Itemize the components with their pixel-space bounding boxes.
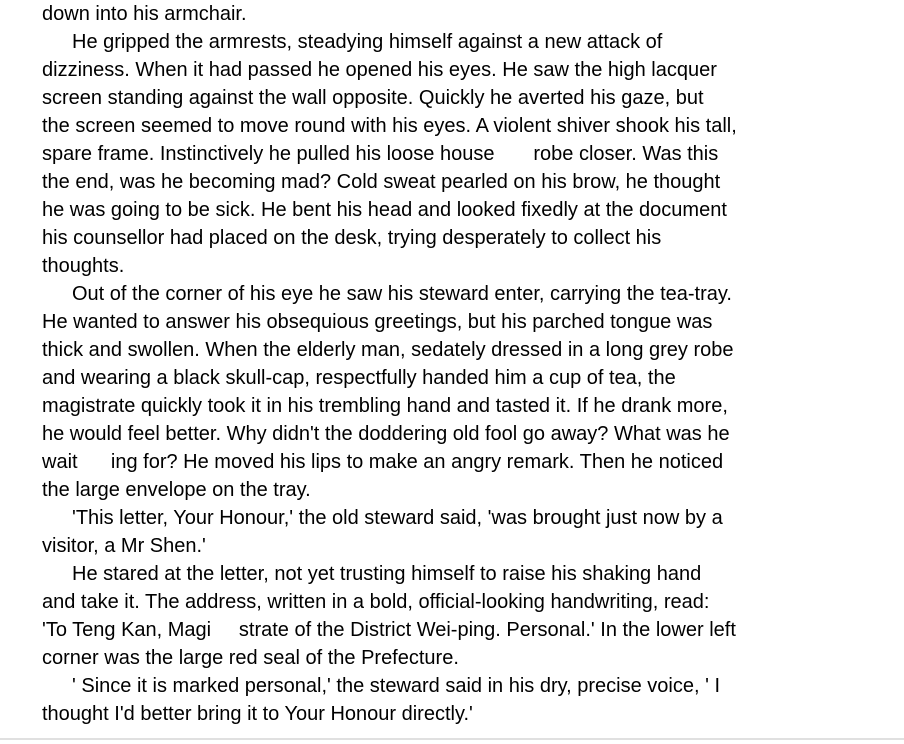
text-line: wait ing for? He moved his lips to make an angry remark. Then he noticed — [42, 451, 724, 473]
text-line: He gripped the armrests, steadying himself against a new attack of — [72, 31, 663, 53]
text-page — [42, 0, 896, 728]
text-line: Out of the corner of his eye he saw his steward enter, carrying the tea-tray. — [72, 283, 732, 305]
text-line: visitor, a Mr Shen.' — [42, 535, 206, 557]
page-bottom-divider — [0, 738, 904, 740]
text-line: the screen seemed to move round with his eyes. A violent shiver shook his tall, — [42, 115, 737, 137]
text-line: the large envelope on the tray. — [42, 479, 311, 501]
text-line: he would feel better. Why didn't the doddering old fool go away? What was he — [42, 423, 730, 445]
text-line: thought I'd better bring it to Your Honour directly.' — [42, 703, 473, 725]
text-line: thoughts. — [42, 255, 125, 277]
text-line: and take it. The address, written in a bold, official-looking handwriting, read: — [42, 591, 710, 613]
text-line: 'This letter, Your Honour,' the old steward said, 'was brought just now by a — [72, 507, 723, 529]
text-line: ' Since it is marked personal,' the steward said in his dry, precise voice, ' I — [72, 675, 721, 697]
text-line: 'To Teng Kan, Magi strate of the District Wei-ping. Personal.' In the lower left — [42, 619, 736, 641]
text-line: he was going to be sick. He bent his head and looked fixedly at the document — [42, 199, 727, 221]
text-line: the end, was he becoming mad? Cold sweat pearled on his brow, he thought — [42, 171, 721, 193]
text-line: corner was the large red seal of the Prefecture. — [42, 647, 459, 669]
text-line: his counsellor had placed on the desk, trying desperately to collect his — [42, 227, 662, 249]
text-line: magistrate quickly took it in his trembling hand and tasted it. If he drank more, — [42, 395, 728, 417]
text-line: and wearing a black skull-cap, respectfully handed him a cup of tea, the — [42, 367, 676, 389]
text-line: He wanted to answer his obsequious greetings, but his parched tongue was — [42, 311, 713, 333]
text-line: dizziness. When it had passed he opened his eyes. He saw the high lacquer — [42, 59, 717, 81]
text-line: screen standing against the wall opposite. Quickly he averted his gaze, but — [42, 87, 704, 109]
text-line: thick and swollen. When the elderly man, sedately dressed in a long grey robe — [42, 339, 734, 361]
text-line: down into his armchair. — [42, 3, 247, 25]
text-line: He stared at the letter, not yet trusting himself to raise his shaking hand — [72, 563, 702, 585]
text-line: spare frame. Instinctively he pulled his loose house robe closer. Was this — [42, 143, 719, 165]
